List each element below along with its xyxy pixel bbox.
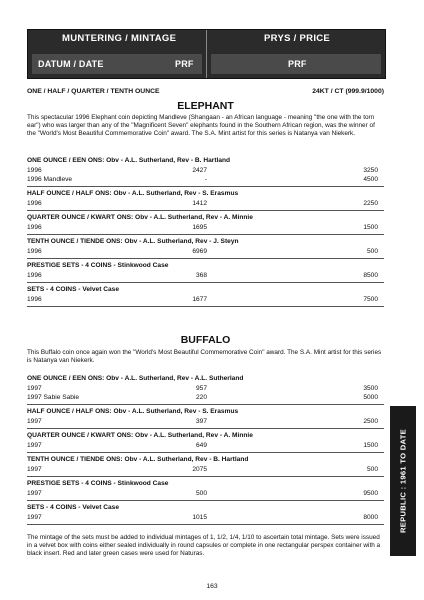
date-cell: 1997 [27, 466, 42, 473]
date-cell: 1997 Sabie Sabie [27, 394, 80, 401]
table-row [27, 224, 384, 233]
denominations-label: ONE / HALF / QUARTER / TENTH OUNCE [27, 88, 160, 95]
table-row [27, 514, 384, 523]
prf-label-right: PRF [288, 59, 307, 69]
price-cell: 3250 [363, 167, 378, 174]
group-separator [27, 234, 384, 235]
date-label: DATUM / DATE [38, 59, 104, 69]
group-heading: TENTH OUNCE / TIENDE ONS: Obv - A.L. Sutherland, Rev - J. Steyn [27, 238, 239, 245]
table-row [27, 176, 384, 185]
price-cell: 3500 [363, 385, 378, 392]
group-heading: HALF OUNCE / HALF ONS: Obv - A.L. Sutherland, Rev - S. Erasmus [27, 408, 239, 415]
section-title-buffalo: BUFFALO [180, 334, 231, 346]
mintage-cell: 397 [195, 418, 207, 425]
price-cell: 7500 [363, 296, 378, 303]
mintage-cell: 649 [195, 442, 207, 449]
date-cell: 1996 [27, 167, 42, 174]
group-heading: TENTH OUNCE / TIENDE ONS: Obv - A.L. Sutherland, Rev - B. Hartland [27, 456, 249, 463]
mintage-header: MUNTERING / MINTAGE [62, 33, 177, 44]
price-cell: 8500 [363, 272, 378, 279]
group-separator [27, 500, 384, 501]
price-cell: 9500 [363, 490, 378, 497]
date-cell: 1997 [27, 514, 42, 521]
table-row [27, 248, 384, 257]
table-row [27, 466, 384, 475]
mintage-cell: 1015 [192, 514, 207, 521]
table-row [27, 490, 384, 499]
price-cell: 5000 [363, 394, 378, 401]
group-heading: HALF OUNCE / HALF ONS: Obv - A.L. Sutherland, Rev - S. Erasmus [27, 190, 239, 197]
group-heading: QUARTER OUNCE / KWART ONS: Obv - A.L. Sutherland, Rev - A. Minnie [27, 432, 253, 439]
table-row [27, 442, 384, 451]
table-row [27, 167, 384, 176]
mintage-cell: 220 [195, 394, 207, 401]
price-cell: 1500 [363, 442, 378, 449]
date-cell: 1996 [27, 296, 42, 303]
elephant-description: This spectacular 1996 Elephant coin depicting Mandleve (Shangaan - an African language - meaning "the one with the torn ear") who was larger than any of the "Magnificent Seven" elephants found in the Southern African region, was the winner of the "World's Most Beautiful Commemorative Coin" award. The S.A. Mint artist for this series is Natanya van Niekerk. [27, 114, 375, 137]
table-header [27, 29, 386, 79]
price-header: PRYS / PRICE [264, 33, 331, 44]
side-tab-label: REPUBLIC : 1961 TO DATE [398, 428, 408, 534]
date-cell: 1996 [27, 248, 42, 255]
mintage-footnote: The mintage of the sets must be added to individual mintages of 1, 1/2, 1/4, 1/10 to ascertain total mintage. Sets were issued in a velvet box with coins either sealed individually in round capsules or complete in one rectangular perspex container with a black insert. Red and later green cases were used for Naturas. [27, 534, 381, 557]
mintage-cell: 1677 [192, 296, 207, 303]
group-heading: ONE OUNCE / EEN ONS: Obv - A.L. Sutherland, Rev - B. Hartland [27, 157, 231, 164]
group-heading: PRESTIGE SETS - 4 COINS - Stinkwood Case [27, 262, 169, 269]
table-row [27, 296, 384, 305]
group-separator [27, 186, 384, 187]
section-title-elephant: ELEPHANT [177, 100, 234, 112]
group-separator [27, 210, 384, 211]
header-divider [206, 30, 207, 78]
table-row [27, 385, 384, 394]
metal-spec-row [27, 88, 384, 95]
page-number: 163 [206, 583, 218, 590]
mintage-cell: 2075 [192, 466, 207, 473]
group-heading: PRESTIGE SETS - 4 COINS - Stinkwood Case [27, 480, 169, 487]
date-cell: 1997 [27, 418, 42, 425]
date-cell: 1996 [27, 200, 42, 207]
table-row [27, 418, 384, 427]
price-cell: 500 [366, 466, 378, 473]
table-row [27, 200, 384, 209]
price-cell: 2250 [363, 200, 378, 207]
date-cell: 1997 [27, 385, 42, 392]
group-heading: SETS - 4 COINS - Velvet Case [27, 286, 119, 293]
purity-label: 24KT / CT (999.9/1000) [312, 88, 384, 95]
group-heading: QUARTER OUNCE / KWART ONS: Obv - A.L. Sutherland, Rev - A. Minnie [27, 214, 253, 221]
price-cell: 1500 [363, 224, 378, 231]
group-separator [27, 476, 384, 477]
table-row [27, 394, 384, 403]
mintage-cell: 2427 [192, 167, 207, 174]
mintage-cell: 957 [195, 385, 207, 392]
mintage-cell: 500 [195, 490, 207, 497]
group-heading: ONE OUNCE / EEN ONS: Obv - A.L. Sutherland, Rev - A.L. Sutherland [27, 375, 244, 382]
mintage-cell: 1695 [192, 224, 207, 231]
prf-label-left: PRF [175, 59, 194, 69]
date-cell: 1997 [27, 442, 42, 449]
group-heading: SETS - 4 COINS - Velvet Case [27, 504, 119, 511]
date-cell: 1996 [27, 272, 42, 279]
group-separator [27, 282, 384, 283]
group-separator [27, 258, 384, 259]
group-separator [27, 306, 384, 307]
price-cell: 8000 [363, 514, 378, 521]
mintage-cell: 368 [195, 272, 207, 279]
group-separator [27, 524, 384, 525]
side-tab [390, 406, 416, 556]
mintage-cell: 1412 [192, 200, 207, 207]
price-cell: 2500 [363, 418, 378, 425]
mintage-cell: 6969 [192, 248, 207, 255]
table-row [27, 272, 384, 281]
date-cell: 1996 Mandleve [27, 176, 73, 183]
group-separator [27, 404, 384, 405]
price-cell: 500 [366, 248, 378, 255]
group-separator [27, 452, 384, 453]
date-cell: 1997 [27, 490, 42, 497]
group-separator [27, 428, 384, 429]
mintage-cell: - [204, 176, 207, 183]
price-cell: 4500 [363, 176, 378, 183]
date-cell: 1996 [27, 224, 42, 231]
buffalo-description: This Buffalo coin once again won the "World's Most Beautiful Commemorative Coin" award. The S.A. Mint artist for this series is Natanya van Niekerk. [27, 349, 382, 364]
